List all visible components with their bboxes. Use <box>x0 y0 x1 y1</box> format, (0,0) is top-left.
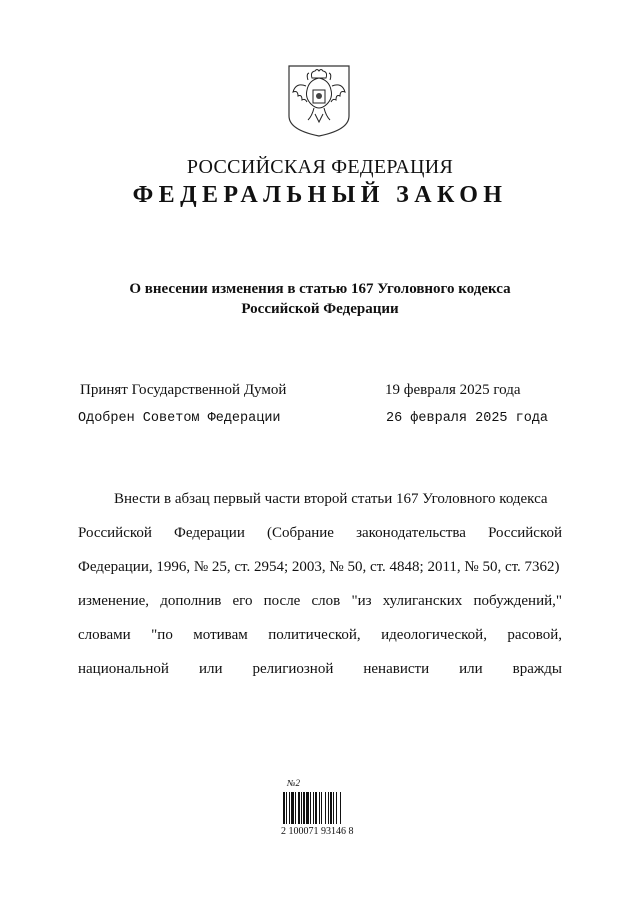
duma-adoption-date: 19 февраля 2025 года <box>385 382 521 398</box>
barcode-icon <box>283 792 359 824</box>
body-line: словами "по мотивам политической, идеологической, расовой, <box>78 627 562 643</box>
law-body <box>78 482 562 686</box>
barcode-mark: №2 <box>287 778 300 788</box>
law-subject-line: О внесении изменения в статью 167 Уголовного кодекса <box>129 281 511 297</box>
duma-adoption-label: Принят Государственной Думой <box>80 382 287 398</box>
body-line: Внести в абзац первый части второй статьи 167 Уголовного кодекса <box>114 491 548 507</box>
russian-coat-of-arms-icon <box>286 64 352 138</box>
body-line: Российской Федерации (Собрание законодательства Российской <box>78 525 562 541</box>
document-barcode <box>281 778 361 848</box>
document-type: ФЕДЕРАЛЬНЫЙ ЗАКОН <box>132 182 508 208</box>
country-name: РОССИЙСКАЯ ФЕДЕРАЦИЯ <box>186 156 454 178</box>
council-approval-label: Одобрен Советом Федерации <box>78 411 281 426</box>
council-approval-date: 26 февраля 2025 года <box>386 411 549 426</box>
law-subject <box>0 279 640 319</box>
body-line: национальной или религиозной ненависти или вражды <box>78 661 562 677</box>
body-line: изменение, дополнив его после слов "из хулиганских побуждений," <box>78 593 562 609</box>
law-subject-line: Российской Федерации <box>241 301 399 317</box>
barcode-number: 2 100071 93146 8 <box>281 826 354 837</box>
body-line: Федерации, 1996, № 25, ст. 2954; 2003, № 50, ст. 4848; 2011, № 50, ст. 7362) <box>78 559 560 575</box>
